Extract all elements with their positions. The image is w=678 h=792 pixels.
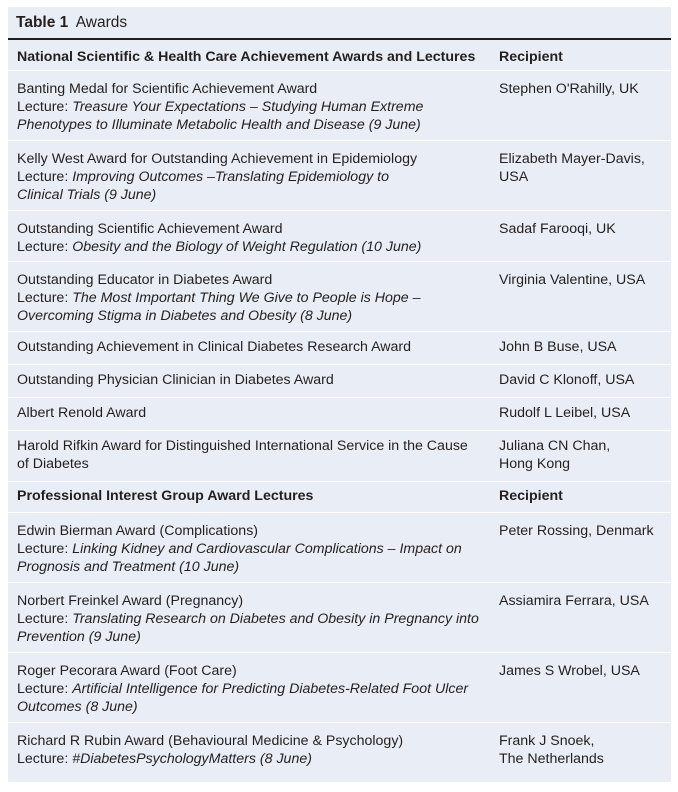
recipient-cell: [489, 522, 671, 582]
lecture-title: Improving Outcomes –Translating Epidemiology to: [72, 169, 389, 185]
award-cell: [8, 522, 489, 582]
recipient-name: Frank J Snoek,: [499, 733, 595, 749]
recipient-cell: [489, 592, 671, 652]
lecture-line: [17, 238, 489, 256]
lecture-title: The Most Important Thing We Give to People is Hope –: [72, 290, 421, 306]
recipient-name-cont: USA: [499, 169, 529, 185]
recipient-header: Recipient: [499, 49, 563, 65]
lecture-prefix: Lecture:: [17, 99, 73, 115]
recipient-name: Peter Rossing, Denmark: [499, 523, 654, 539]
award-name: Outstanding Educator in Diabetes Award: [17, 272, 273, 288]
award-cell: [8, 662, 489, 722]
lecture-prefix: Lecture:: [17, 169, 73, 185]
lecture-line: [17, 680, 489, 698]
award-cell: [8, 592, 489, 652]
lecture-prefix: Lecture:: [17, 611, 73, 627]
lecture-title-cont: Outcomes (8 June): [17, 699, 138, 715]
lecture-prefix: Lecture:: [17, 290, 73, 306]
recipient-name-cont: Hong Kong: [499, 456, 570, 472]
table-row: [8, 653, 671, 723]
lecture-prefix: Lecture:: [17, 751, 73, 767]
recipient-name: David C Klonoff, USA: [499, 372, 635, 388]
lecture-line: [17, 750, 489, 768]
table-row: [8, 583, 671, 653]
table-row: [8, 513, 671, 583]
recipient-cell: [489, 80, 671, 140]
award-cell: [8, 150, 489, 210]
table-row: [8, 211, 671, 262]
lecture-title: Artificial Intelligence for Predicting Diabetes-Related Foot Ulcer: [72, 681, 469, 697]
lecture-line: [17, 610, 489, 628]
recipient-name: Stephen O'Rahilly, UK: [499, 81, 639, 97]
lecture-title: Translating Research on Diabetes and Obesity in Pregnancy into: [72, 611, 479, 627]
award-name: Outstanding Scientific Achievement Award: [17, 221, 283, 237]
table-row: [8, 398, 671, 431]
lecture-title: #DiabetesPsychologyMatters (8 June): [72, 751, 312, 767]
recipient-name: John B Buse, USA: [499, 339, 617, 355]
lecture-prefix: Lecture:: [17, 681, 73, 697]
lecture-title: Treasure Your Expectations – Studying Human Extreme: [72, 99, 424, 115]
award-name: Harold Rifkin Award for Distinguished International Service in the Cause: [17, 438, 468, 454]
recipient-cell: [489, 150, 671, 210]
lecture-title-cont: Prevention (9 June): [17, 629, 141, 645]
lecture-line: [17, 98, 489, 116]
award-name: Kelly West Award for Outstanding Achievement in Epidemiology: [17, 151, 418, 167]
table-row: [8, 431, 671, 482]
table-caption: [8, 7, 671, 38]
recipient-cell: [489, 732, 671, 775]
lecture-title-cont: Prognosis and Treatment (10 June): [17, 559, 240, 575]
lecture-line: [17, 289, 489, 307]
lecture-title-cont: Phenotypes to Illuminate Metabolic Health and Disease (9 June): [17, 117, 421, 133]
recipient-cell: [489, 220, 671, 261]
awards-table: [8, 7, 671, 782]
award-name: Edwin Bierman Award (Complications): [17, 523, 259, 539]
table-row: [8, 141, 671, 211]
table-row: [8, 723, 671, 775]
award-cell: [8, 80, 489, 140]
section-header-row: [8, 40, 671, 71]
section-header-row: [8, 482, 671, 513]
table-number: Table 1: [16, 14, 69, 31]
recipient-cell: [489, 271, 671, 331]
award-cell: [8, 732, 489, 775]
table-row: [8, 262, 671, 332]
award-name: Banting Medal for Scientific Achievement Award: [17, 81, 318, 97]
award-name: Richard R Rubin Award (Behavioural Medicine & Psychology): [17, 733, 404, 749]
section-header: Professional Interest Group Award Lectures: [17, 488, 314, 504]
lecture-line: [17, 168, 489, 186]
lecture-title: Obesity and the Biology of Weight Regulation (10 June): [72, 239, 422, 255]
table-row: [8, 332, 671, 365]
recipient-name-cont: The Netherlands: [499, 751, 604, 767]
recipient-name: Rudolf L Leibel, USA: [499, 405, 631, 421]
award-name: Roger Pecorara Award (Foot Care): [17, 663, 237, 679]
recipient-name: Elizabeth Mayer-Davis,: [499, 151, 645, 167]
table-title: Awards: [75, 14, 128, 31]
award-name: Albert Renold Award: [17, 405, 147, 421]
recipient-name: Virginia Valentine, USA: [499, 272, 646, 288]
lecture-title-cont: Clinical Trials (9 June): [17, 187, 157, 203]
award-cell: [8, 220, 489, 261]
section-header: National Scientific & Health Care Achievement Awards and Lectures: [17, 49, 476, 65]
recipient-header: Recipient: [499, 488, 563, 504]
award-cell: [8, 437, 489, 481]
lecture-prefix: Lecture:: [17, 239, 73, 255]
award-name: Norbert Freinkel Award (Pregnancy): [17, 593, 244, 609]
award-name-cont: of Diabetes: [17, 456, 89, 472]
award-name: Outstanding Physician Clinician in Diabetes Award: [17, 372, 334, 388]
award-name: Outstanding Achievement in Clinical Diabetes Research Award: [17, 339, 412, 355]
recipient-name: Sadaf Farooqi, UK: [499, 221, 616, 237]
recipient-cell: [489, 437, 671, 481]
table-row: [8, 365, 671, 398]
lecture-title-cont: Overcoming Stigma in Diabetes and Obesity (8 June): [17, 308, 353, 324]
lecture-prefix: Lecture:: [17, 541, 73, 557]
recipient-name: James S Wrobel, USA: [499, 663, 640, 679]
recipient-cell: [489, 662, 671, 722]
lecture-line: [17, 540, 489, 558]
recipient-name: Juliana CN Chan,: [499, 438, 611, 454]
table-row: [8, 71, 671, 141]
award-cell: [8, 271, 489, 331]
lecture-title: Linking Kidney and Cardiovascular Complications – Impact on: [72, 541, 462, 557]
recipient-name: Assiamira Ferrara, USA: [499, 593, 649, 609]
